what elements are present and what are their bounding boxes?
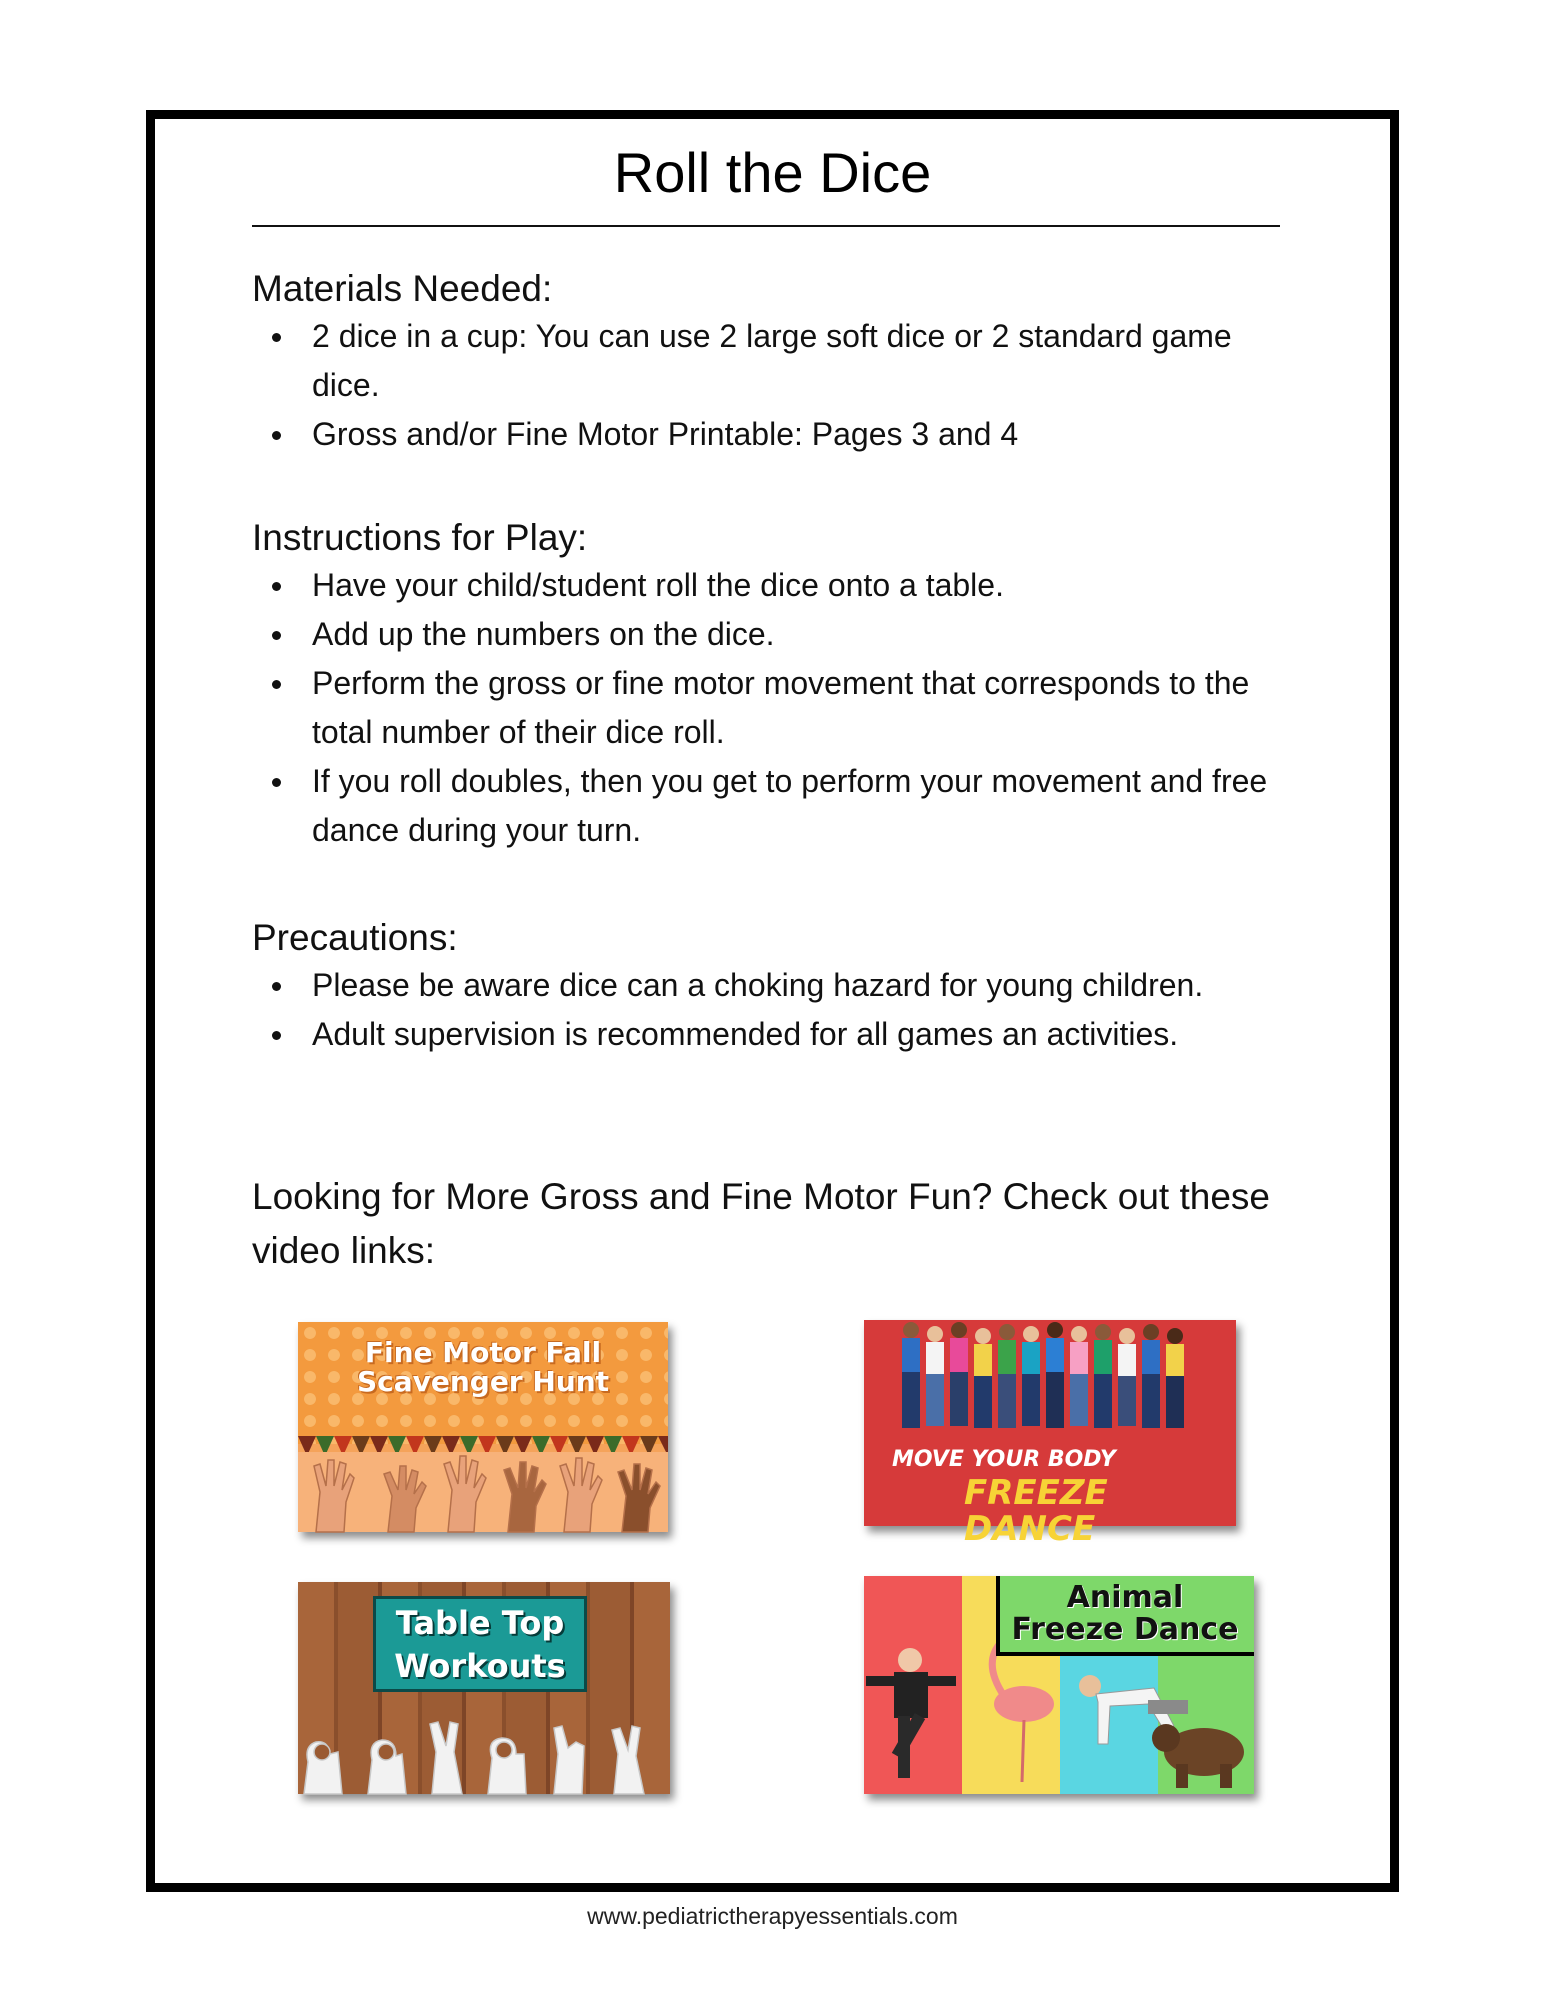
more-fun-text: Looking for More Gross and Fine Motor Fun? Check out these video links: [252, 1176, 1271, 1271]
bullet-icon [272, 680, 281, 689]
table-top-workouts-video-link[interactable] [298, 1582, 670, 1794]
bullet-icon [272, 778, 281, 787]
instructions-heading: Instructions for Play: [252, 517, 588, 558]
materials-section [252, 266, 1292, 459]
materials-list [252, 312, 1292, 459]
bullet-icon [272, 1031, 281, 1040]
table-top-title: Table Top Workouts [394, 1604, 566, 1686]
list-item: If you roll doubles, then you get to perform your movement and free dance during your turn. [252, 757, 1292, 855]
list-item: Please be aware dice can a choking hazard for young children. [252, 961, 1292, 1010]
jumping-kids-icon [894, 1320, 1204, 1438]
materials-heading: Materials Needed: [252, 268, 553, 309]
title-divider [252, 225, 1280, 227]
instructions-section [252, 515, 1292, 855]
bullet-icon [272, 631, 281, 640]
page-title: Roll the Dice [613, 141, 932, 204]
bullet-icon [272, 982, 281, 991]
website-footer: www.pediatrictherapyessentials.com [587, 1903, 958, 1929]
precautions-heading: Precautions: [252, 917, 458, 958]
raised-hands-icon [298, 1452, 668, 1532]
hand-gestures-icon [298, 1702, 670, 1794]
bullet-icon [272, 333, 281, 342]
bullet-icon [272, 431, 281, 440]
fine-motor-scavenger-video-link[interactable] [298, 1322, 668, 1532]
list-item: Gross and/or Fine Motor Printable: Pages 3 and 4 [252, 410, 1292, 459]
animal-freeze-title: Animal Freeze Dance [1011, 1580, 1239, 1647]
list-item: 2 dice in a cup: You can use 2 large soft dice or 2 standard game dice. [252, 312, 1292, 410]
list-item: Adult supervision is recommended for all games an activities. [252, 1010, 1292, 1059]
freeze-dance-video-link[interactable] [864, 1320, 1236, 1549]
hands-area [298, 1452, 668, 1532]
move-your-body-label: MOVE YOUR BODY [892, 1447, 1116, 1472]
fine-motor-title: Fine Motor Fall Scavenger Hunt [356, 1336, 610, 1399]
list-item: Perform the gross or fine motor movement that corresponds to the total number of their dice roll. [252, 659, 1292, 757]
instructions-list [252, 561, 1292, 855]
list-item: Add up the numbers on the dice. [252, 610, 1292, 659]
precautions-list [252, 961, 1292, 1059]
precautions-section [252, 915, 1292, 1059]
bullet-icon [272, 582, 281, 591]
list-item: Have your child/student roll the dice onto a table. [252, 561, 1292, 610]
animal-freeze-dance-video-link[interactable] [864, 1576, 1254, 1794]
freeze-dance-label: FREEZE DANCE [964, 1473, 1108, 1549]
